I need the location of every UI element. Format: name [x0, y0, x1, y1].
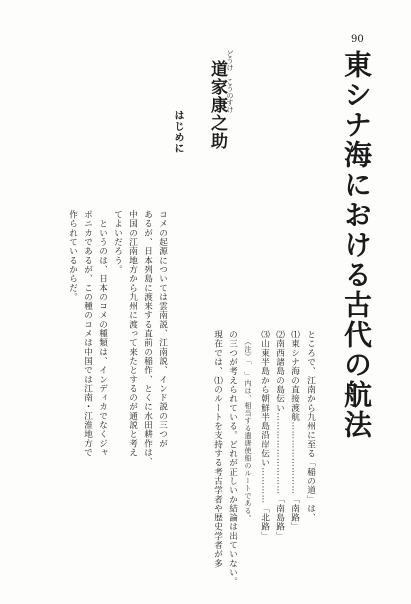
section-heading: はじめに [172, 110, 183, 154]
route-item: ⑵南西諸島の島伝い………………………「南島路」 [274, 330, 285, 541]
body-line: の三つが考えられている。どれが正しいか結論は出ていない。 [227, 330, 238, 587]
body-line: 中国の江南地方から九州に渡って来たとするのが通説と考え [127, 210, 138, 458]
body-line: ポニカであるが、この種のコメは中国では江南・江淮地方で [82, 210, 93, 458]
route-item: ⑴東シナ海の直接渡航……………………「南路」 [289, 330, 300, 532]
body-line: というのは、日本のコメの種類は、インディカでなくジャ [97, 210, 108, 458]
article-title: 東シナ海における古代の航法 [340, 50, 373, 440]
body-line: コメの起源については雲南説、江南説、インド説の三つが [157, 210, 168, 448]
route-item: ⑶山東半島から朝鮮半島沿岸伝い…………「北路」 [259, 330, 270, 541]
body-line: ところで、江南から九州に至る「稲の道」は、 [305, 330, 316, 523]
author-ruby: どうけ こうのすけ [226, 50, 234, 113]
page-number: 90 [351, 34, 364, 45]
body-line: あるが、日本列島に渡来する直前の稲作、とくに水田耕作は、 [142, 210, 153, 467]
body-line: 作られているからだ。 [67, 210, 78, 302]
footnote: （注）「 」内は、相当する遣唐使船のルートである。 [244, 338, 252, 522]
body-line: てよいだろう。 [112, 210, 123, 275]
author-name: 道家康之助 [207, 60, 227, 150]
body-line: 現在では、⑴のルートを支持する考古学者や歴史学者が多 [212, 330, 223, 568]
